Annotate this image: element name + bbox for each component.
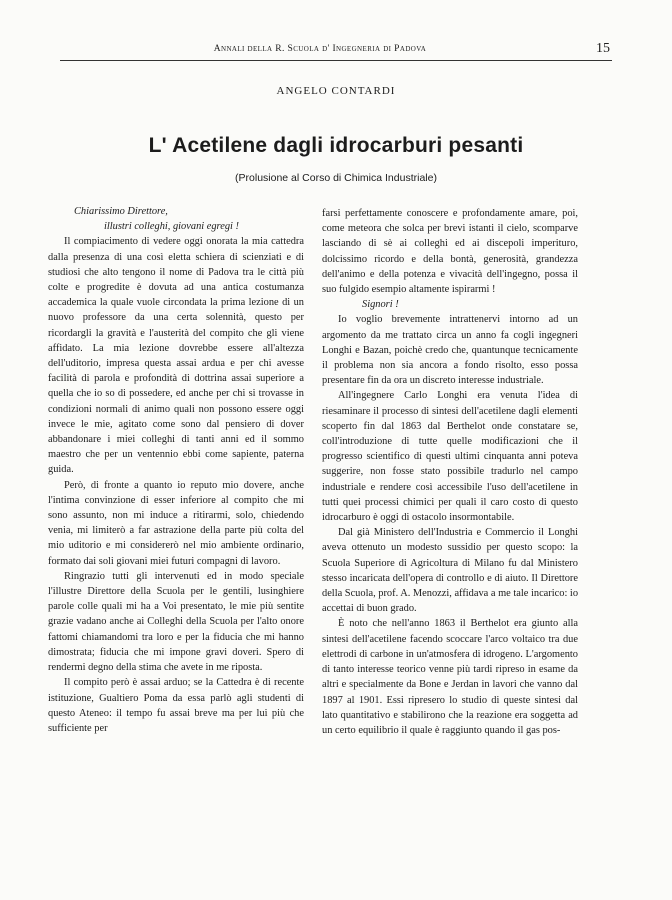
paragraph: È noto che nell'anno 1863 il Berthelot era giunto alla sintesi dell'acetilene facendo scoccare l'arco voltaico tra due elettrodi di carbone in un'atmosfera di idrogeno. L'argomento di tanto interesse teorico venne più tardi ripreso in esame da altri e specialmente da Bone e Jerdan in lavori che vanno dal 1897 al 1901. Essi ripresero lo studio di queste sintesi dal lato quantitativo e stabilirono che la reazione era soggetta ad un certo equilibrio il quale è raggiunto quando il gas pos- [322, 618, 578, 736]
paragraph: Però, di fronte a quanto io reputo mio dovere, anche l'intima convinzione di esser inferiore al compito che mi sono assunto, non mi induce a ritirarmi, solo, chiedendo venia, mi limiterò a far astrazione della parte più colta del mio uditorio e mi considererò nel mio ambiente ordinario, formato dai soli giovani miei futuri compagni di lavoro. [48, 479, 304, 567]
salutation-signori: Signori ! [362, 299, 399, 311]
author: ANGELO CONTARDI [276, 85, 396, 97]
salutation-line-2: illustri colleghi, giovani egregi ! [104, 221, 239, 233]
salutation-line-1: Chiarissimo Direttore, [74, 206, 168, 217]
paragraph: Il compiacimento di vedere oggi onorata la mia cattedra dalla presenza di una così eletta schiera di scienziati e di studiosi che alto tengono il nome di Padova tra le città più colte e progredite è dovuta ad una antica costumanza accademica la quale vuole circondata la prima lezione di un nuovo professore da una certa solennità, questo per ricordargli la gravità e l'austerità del compito che gli viene affidato. La mia lezione dovrebbe essere all'altezza dell'uditorio, impresa questa assai ardua e per chi avesse facilità di parola e profondità di dottrina assai superiore a quella che io so di possedere, ed anche per chi si trovasse in condizioni normali di animo quali non possono essere oggi invece le mie, agitato come sono dal pensiero di dover abbandonare i miei colleghi di tanti anni ed il sommo maestro che per un ventennio ebbi come sapiente, paterna guida. [48, 236, 304, 476]
paragraph: All'ingegnere Carlo Longhi era venuta l'idea di riesaminare il processo di sintesi dell'acetilene dagli elementi scoperto fin dal 1863 dal Berthelot onde constatare se, coll'introduzione di tutte quelle modificazioni che il progresso scientifico di questi ultimi cinquanta anni poteva suggerire, non fosse stato possibile tradurlo nel campo industriale e rendere così accessibile l'uso dell'acetilene in tutti quei processi chimici per quali il caro costo di questo idrocarburo è oggi di ostacolo insormontabile. [322, 390, 578, 524]
paragraph: Ringrazio tutti gli intervenuti ed in modo speciale l'illustre Direttore della Scuola per le gentili, lusinghiere parole colle quali mi ha a Voi presentato, le mie più sentite grazie vadano anche ai Colleghi della Scuola per l'alto onore fattomi chiamandomi tra loro e per la fiducia che mi hanno dimostrata; fiducia che mi impone gravi doveri. Spero di rendermi degno della stima che avete in me riposta. [48, 570, 304, 674]
paragraph: Il compito però è assai arduo; se la Cattedra è di recente istituzione, Gualtiero Poma da essa parlò agli studenti di questo Ateneo: il tempo fu assai breve ma per lui più che sufficiente per [48, 677, 304, 734]
article-title: L' Acetilene dagli idrocarburi pesanti [148, 134, 524, 157]
paragraph-continued: farsi perfettamente conoscere e profondamente amare, poi, come meteora che solca per brevi istanti il cielo, scomparve lasciando di sè ai colleghi ed ai discepoli imperituro, dolcissimo ricordo e della bontà, generosità, grandezza dell'animo e della potenza e vivacità dell'ingegno, possa il suo fulgido esempio altamente ispirarmi ! [322, 208, 578, 296]
article-subtitle: (Prolusione al Corso di Chimica Industriale) [235, 172, 437, 184]
running-head: Annali della R. Scuola d' Ingegneria di Padova [213, 44, 427, 54]
right-column [322, 206, 578, 738]
header-rule [60, 60, 612, 61]
paragraph: Dal già Ministero dell'Industria e Commercio il Longhi aveva ottenuto un modesto sussidio per questo scopo: la Scuola Superiore di Agricoltura di Milano fu dal Ministero stesso incaricata dell'opera di controllo e di aiuto. Il Direttore della Scuola, prof. A. Menozzi, affidava a me tale incarico: io accettai di buon grado. [322, 527, 579, 615]
left-column [48, 204, 304, 736]
page-number: 15 [596, 41, 610, 56]
paragraph: Io voglio brevemente intrattenervi intorno ad un argomento da me trattato circa un anno fa cogli ingegneri Longhi e Bazan, poichè credo che, quantunque tecnicamente il problema non sia ancora a fondo risolto, esso possa presentare fin da ora un discreto interesse industriale. [322, 314, 578, 387]
